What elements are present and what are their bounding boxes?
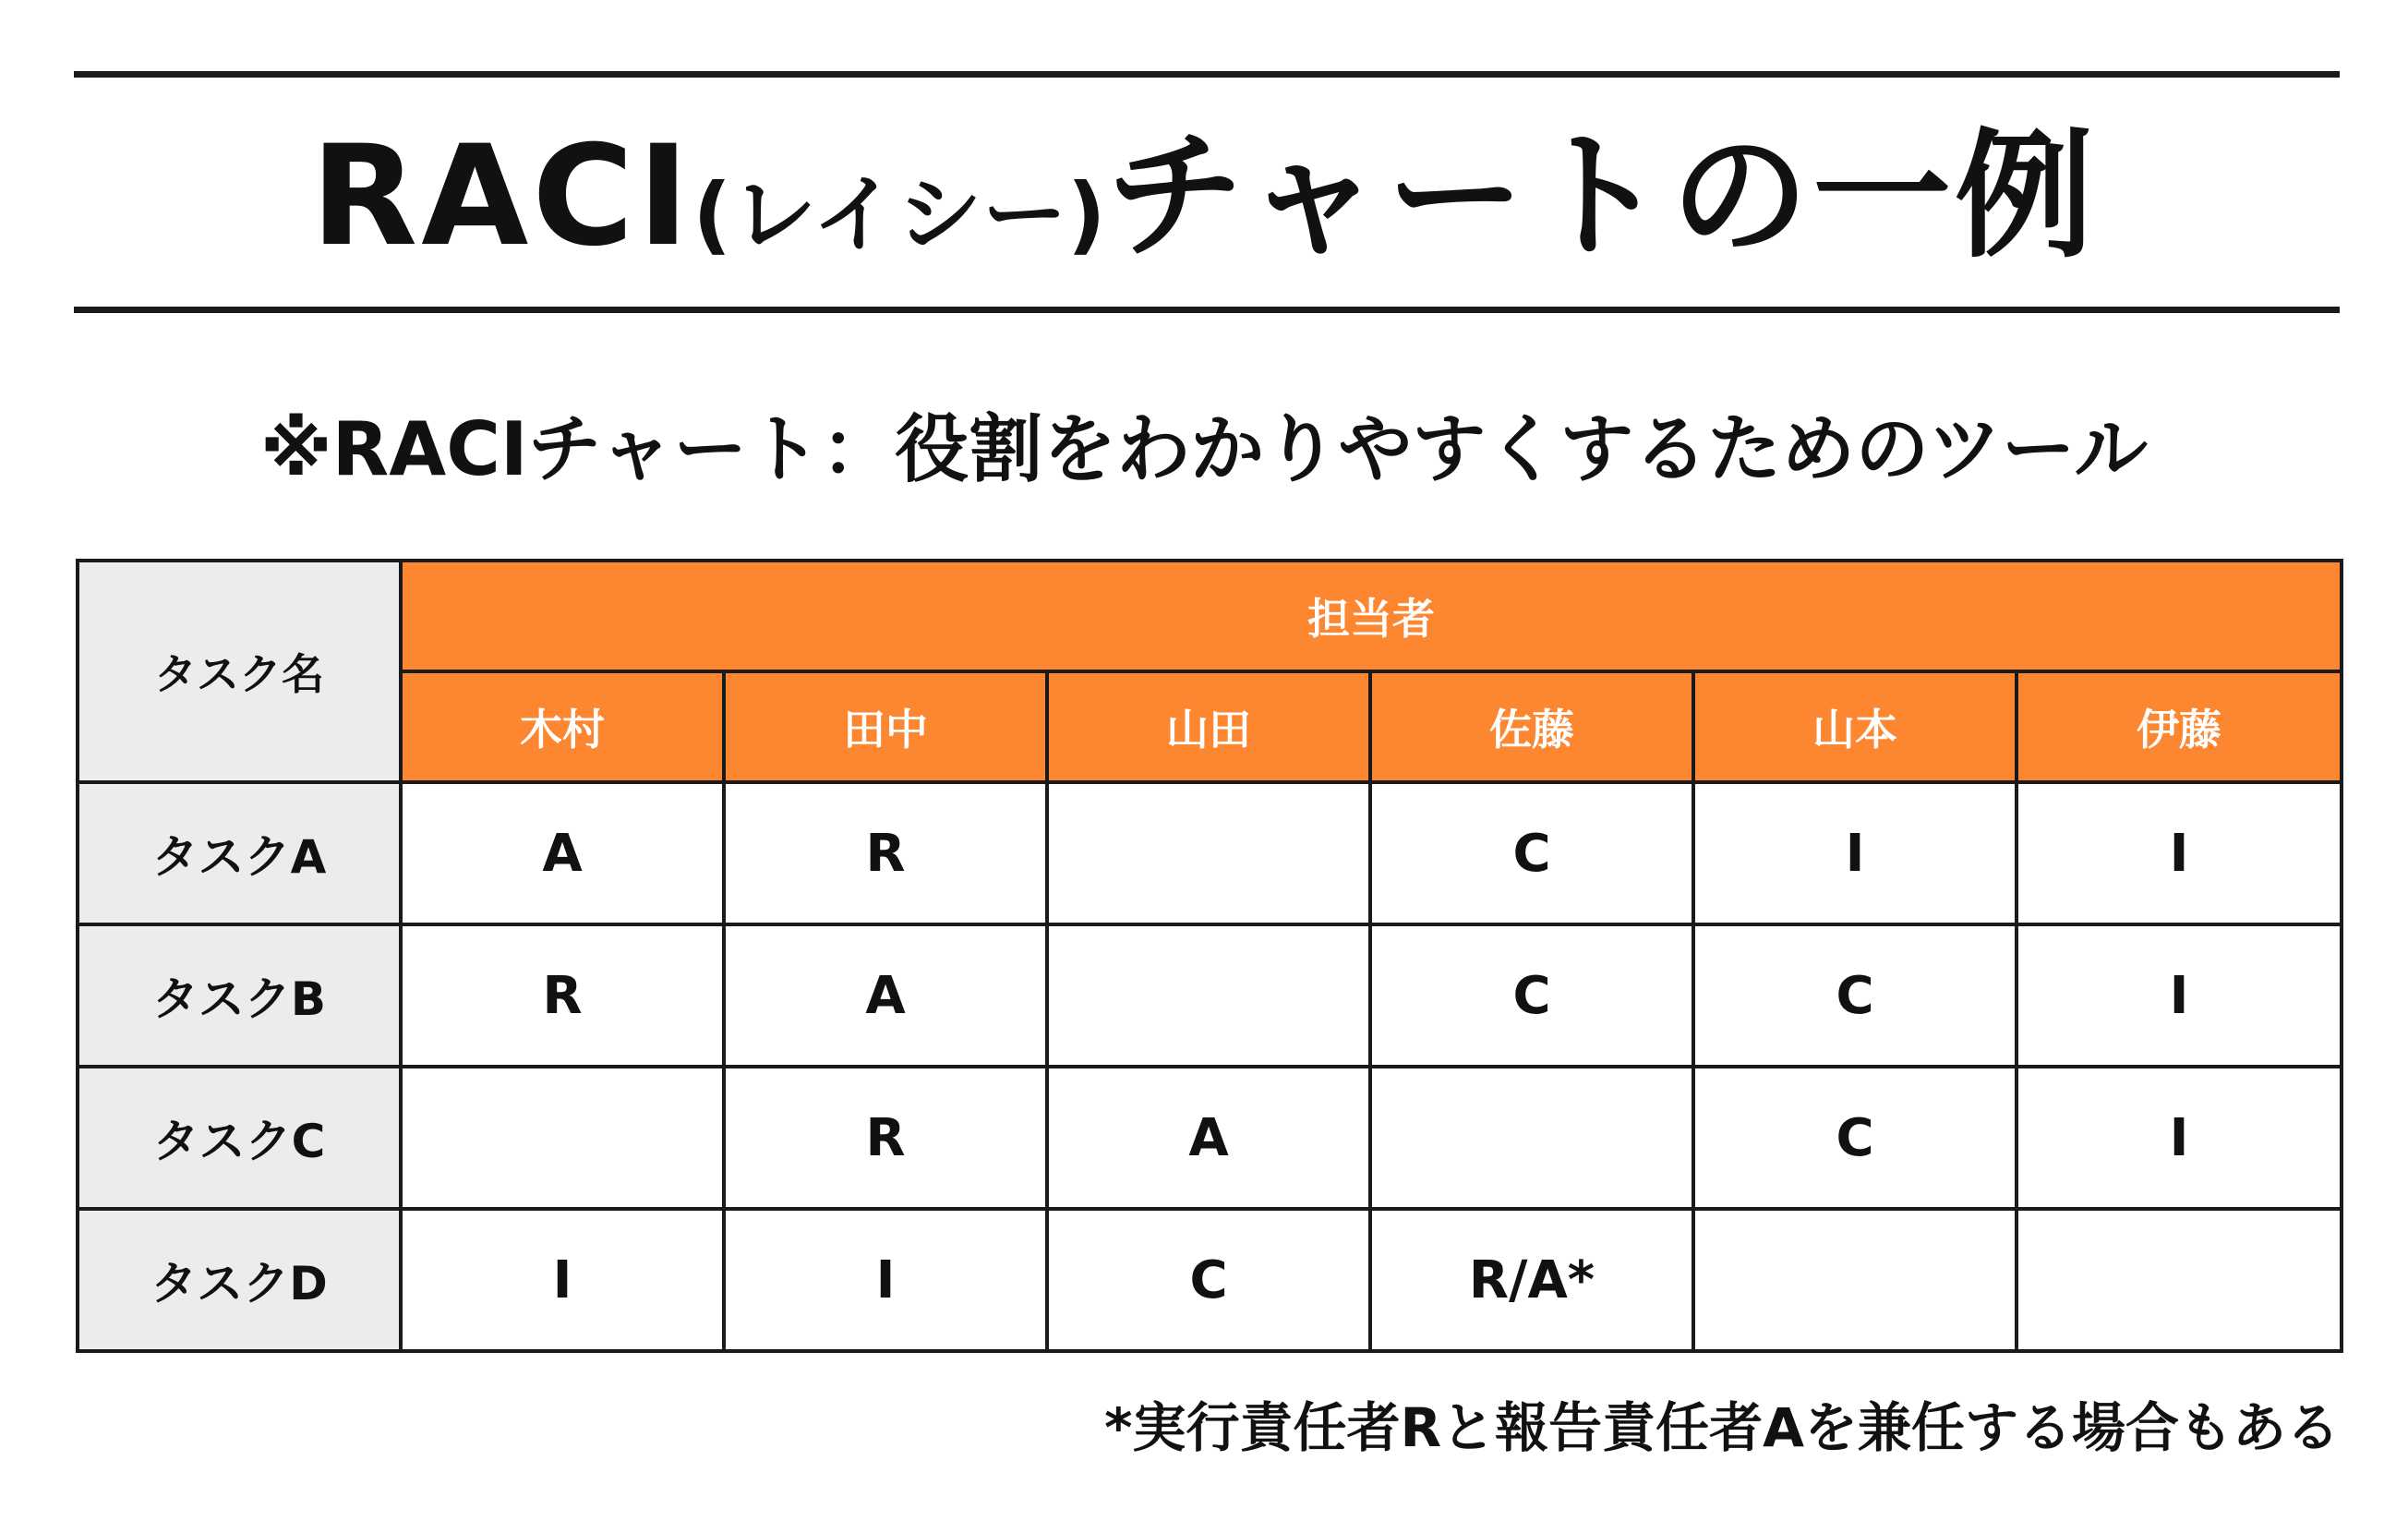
title-suffix: チャートの一例 — [1105, 116, 2098, 277]
raci-cell: C — [1370, 924, 1693, 1067]
raci-cell: I — [2017, 924, 2342, 1067]
raci-cell: I — [1693, 782, 2017, 924]
raci-cell: R — [724, 782, 1047, 924]
footnote: *実行責任者Rと報告責任者Aを兼任する場合もある — [1104, 1396, 2340, 1459]
table-row — [78, 782, 2342, 924]
raci-cell: I — [401, 1209, 724, 1351]
person-header: 山本 — [1693, 671, 2017, 782]
task-name-cell: タスクB — [78, 924, 401, 1067]
raci-cell: C — [1693, 1067, 2017, 1209]
person-header: 伊藤 — [2017, 671, 2342, 782]
task-name-cell: タスクA — [78, 782, 401, 924]
raci-cell — [1047, 782, 1370, 924]
person-header: 佐藤 — [1370, 671, 1693, 782]
raci-cell: I — [2017, 1067, 2342, 1209]
raci-table — [76, 559, 2343, 1353]
raci-cell: A — [724, 924, 1047, 1067]
title-paren: (レイシー) — [692, 165, 1106, 264]
top-divider — [74, 71, 2340, 78]
raci-cell — [1693, 1209, 2017, 1351]
raci-cell: A — [401, 782, 724, 924]
raci-cell — [1370, 1067, 1693, 1209]
person-header: 田中 — [724, 671, 1047, 782]
person-header: 山田 — [1047, 671, 1370, 782]
title-main: RACI — [310, 116, 693, 277]
table-row — [78, 1067, 2342, 1209]
person-header: 木村 — [401, 671, 724, 782]
raci-cell: I — [724, 1209, 1047, 1351]
subtitle: ※RACIチャート：役割をわかりやすくするためのツール — [259, 406, 2149, 492]
bottom-divider — [74, 307, 2340, 313]
task-name-cell: タスクD — [78, 1209, 401, 1351]
assignee-group-header: 担当者 — [401, 561, 2342, 671]
raci-cell — [2017, 1209, 2342, 1351]
raci-cell: I — [2017, 782, 2342, 924]
raci-cell — [401, 1067, 724, 1209]
table-row — [78, 1209, 2342, 1351]
raci-cell — [1047, 924, 1370, 1067]
task-column-header: タスク名 — [78, 561, 401, 782]
raci-cell: A — [1047, 1067, 1370, 1209]
raci-cell: C — [1047, 1209, 1370, 1351]
table-row — [78, 924, 2342, 1067]
raci-cell: R — [724, 1067, 1047, 1209]
page-title — [0, 118, 2408, 294]
raci-cell: R — [401, 924, 724, 1067]
task-name-cell: タスクC — [78, 1067, 401, 1209]
raci-cell: R/A* — [1370, 1209, 1693, 1351]
raci-cell: C — [1693, 924, 2017, 1067]
raci-cell: C — [1370, 782, 1693, 924]
